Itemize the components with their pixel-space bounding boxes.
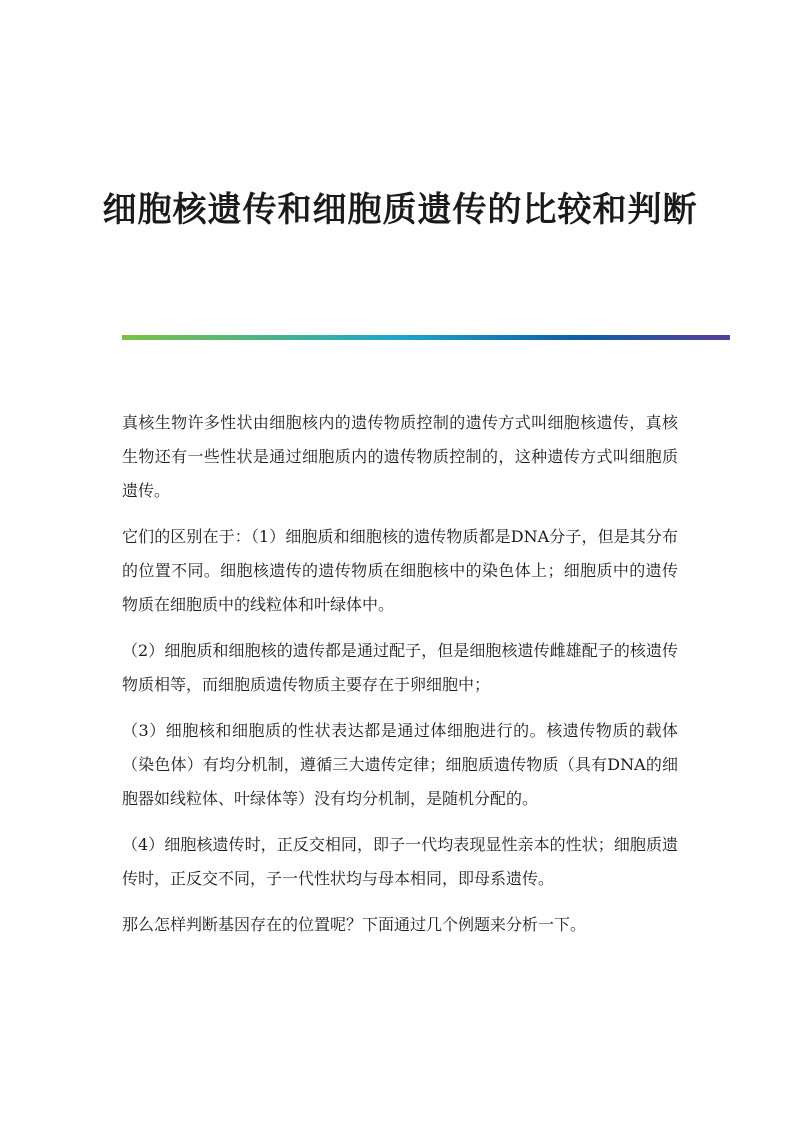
paragraph-difference-1: 它们的区别在于：（1）细胞质和细胞核的遗传物质都是DNA分子，但是其分布的位置不同。细胞核遗传的遗传物质在细胞核中的染色体上；细胞质中的遗传物质在细胞质中的线粒体和叶绿体中。 [122, 527, 678, 614]
gradient-divider [122, 335, 730, 340]
paragraph-question: 那么怎样判断基因存在的位置呢？下面通过几个例题来分析一下。 [122, 915, 587, 934]
document-body [122, 406, 678, 954]
paragraph-difference-4: （4）细胞核遗传时，正反交相同，即子一代均表现显性亲本的性状；细胞质遗传时，正反交不同，子一代性状均与母本相同，即母系遗传。 [122, 835, 678, 888]
document-title: 细胞核遗传和细胞质遗传的比较和判断 [102, 190, 698, 230]
paragraph-intro: 真核生物许多性状由细胞核内的遗传物质控制的遗传方式叫细胞核遗传，真核生物还有一些性状是通过细胞质内的遗传物质控制的，这种遗传方式叫细胞质遗传。 [122, 413, 678, 500]
paragraph-difference-3: （3）细胞核和细胞质的性状表达都是通过体细胞进行的。核遗传物质的载体（染色体）有均分机制，遵循三大遗传定律；细胞质遗传物质（具有DNA的细胞器如线粒体、叶绿体等）没有均分机制，是随机分配的。 [122, 721, 678, 808]
paragraph-difference-2: （2）细胞质和细胞核的遗传都是通过配子，但是细胞核遗传雌雄配子的核遗传物质相等，而细胞质遗传物质主要存在于卵细胞中； [122, 641, 678, 694]
